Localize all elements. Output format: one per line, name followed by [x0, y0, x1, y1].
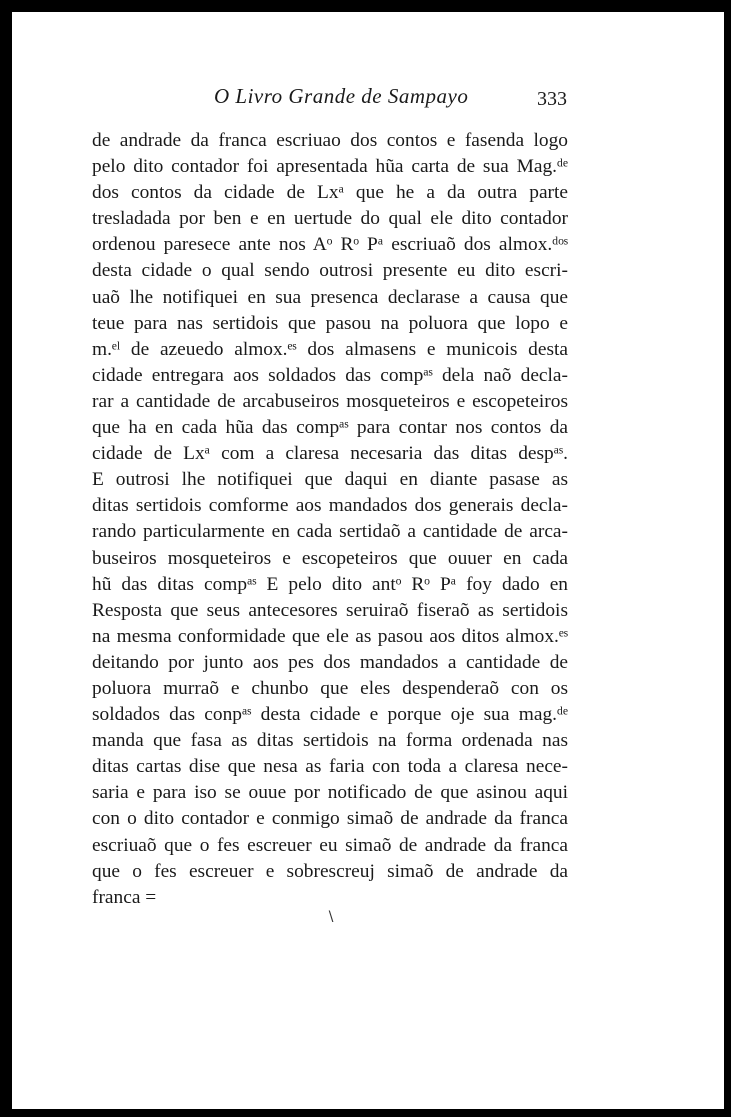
text-line: desta cidade o qual sendo outrosi presente eu dito escri-	[92, 260, 568, 282]
text-line: rando particularmente en cada sertidaõ a cantidade de arca-	[92, 521, 568, 543]
text-line: con o dito contador e conmigo simaõ de andrade da franca	[92, 808, 568, 830]
text-line: saria e para iso se ouue por notificado de que asinou aqui	[92, 782, 568, 804]
text-line: soldados das conpᵃˢ desta cidade e porque oje sua mag.ᵈᵉ	[92, 704, 568, 726]
text-line: ditas sertidois comforme aos mandados dos generais decla-	[92, 495, 568, 517]
text-line: m.ᵉˡ de azeuedo almox.ᵉˢ dos almasens e municois desta	[92, 338, 568, 360]
text-line: tresladada por ben e en uertude do qual ele dito contador	[92, 208, 568, 230]
text-line: de andrade da franca escriuao dos contos e fasenda logo	[92, 130, 568, 151]
text-line: uaõ lhe notifiquei en sua presenca declarase a causa que	[92, 286, 568, 308]
text-line: ditas cartas dise que nesa as faria con toda a claresa nece-	[92, 756, 568, 778]
running-header	[0, 84, 731, 114]
scan-border-bottom	[0, 1109, 731, 1117]
text-line: pelo dito contador foi apresentada hũa carta de sua Mag.ᵈᵉ	[92, 156, 568, 178]
text-line: E outrosi lhe notifiquei que daqui en diante pasase as	[92, 469, 568, 491]
scan-border-left	[0, 0, 12, 1117]
scan-border-top	[0, 0, 731, 12]
text-line: Resposta que seus antecesores seruiraõ fiseraõ as sertidois	[92, 599, 568, 621]
text-line: ordenou paresece ante nos Aᵒ Rᵒ Pᵃ escriuaõ dos almox.ᵈᵒˢ	[92, 234, 568, 256]
text-line: dos contos da cidade de Lxᵃ que he a da outra parte	[92, 182, 568, 204]
page-number: 333	[537, 88, 567, 110]
text-line: buseiros mosqueteiros e escopeteiros que ouuer en cada	[92, 547, 568, 569]
text-line: rar a cantidade de arcabuseiros mosqueteiros e escopeteiros	[92, 390, 568, 412]
text-line: cidade de Lxᵃ com a claresa necesaria das ditas despᵃˢ.	[92, 443, 568, 465]
running-title: O Livro Grande de Sampayo	[214, 84, 469, 108]
stray-ink-mark-icon: ∖	[326, 910, 335, 925]
text-line-final: franca =	[92, 886, 157, 908]
text-line: escriuaõ que o fes escreuer eu simaõ de andrade da franca	[92, 834, 568, 856]
text-line: cidade entregara aos soldados das compᵃˢ dela naõ decla-	[92, 364, 568, 386]
text-line: que ha en cada hũa das compᵃˢ para contar nos contos da	[92, 417, 568, 439]
text-line: poluora murraõ e chunbo que eles despenderaõ con os	[92, 677, 568, 699]
scan-border-right	[724, 0, 731, 1117]
text-line: hũ das ditas compᵃˢ E pelo dito antᵒ Rᵒ Pᵃ foy dado en	[92, 573, 568, 595]
text-line: na mesma conformidade que ele as pasou aos ditos almox.ᵉˢ	[92, 625, 568, 647]
text-line: que o fes escreuer e sobrescreuj simaõ de andrade da	[92, 860, 568, 882]
text-line: deitando por junto aos pes dos mandados a cantidade de	[92, 651, 568, 673]
text-line: teue para nas sertidois que pasou na poluora que lopo e	[92, 312, 568, 334]
text-line: manda que fasa as ditas sertidois na forma ordenada nas	[92, 730, 568, 752]
body-text	[92, 128, 568, 911]
